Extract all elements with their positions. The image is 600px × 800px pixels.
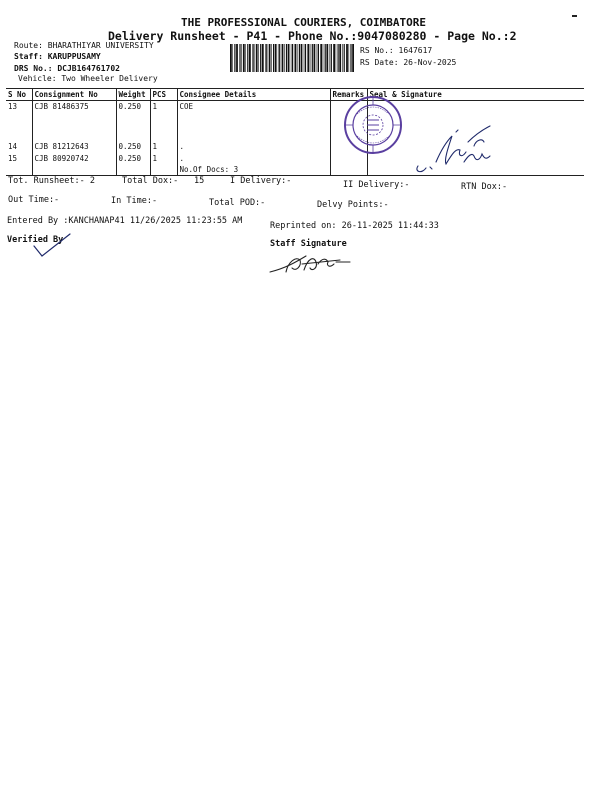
total-pod: Total POD:-	[209, 198, 266, 208]
col-header-remarks: Remarks	[330, 89, 367, 101]
cell-consignment: CJB 80920742	[32, 153, 116, 164]
company-title: THE PROFESSIONAL COURIERS, COIMBATORE	[181, 16, 427, 29]
staff-label: Staff: KARUPPUSAMY	[14, 52, 101, 61]
cell-weight: 0.250	[116, 101, 150, 141]
runsheet-table	[6, 88, 584, 176]
cell-pcs: 1	[150, 101, 177, 141]
receiver-signature	[412, 118, 496, 180]
col-header-sno: S No	[6, 89, 32, 101]
out-time: Out Time:-	[8, 195, 60, 205]
cell-pcs: 1	[150, 141, 177, 153]
i-delivery: I Delivery:-	[230, 176, 292, 186]
rs-date: RS Date: 26-Nov-2025	[360, 58, 457, 67]
total-dox-label: Total Dox:-	[122, 176, 179, 186]
table-row	[6, 101, 584, 141]
seal-stamp	[337, 92, 409, 156]
col-header-pcs: PCS	[150, 89, 177, 101]
in-time: In Time:-	[111, 196, 158, 206]
table-row	[6, 141, 584, 153]
table-row	[6, 153, 584, 164]
no-of-docs: No.Of Docs: 3	[177, 164, 330, 176]
col-header-seal: Seal & Signature	[367, 89, 584, 101]
drs-number: DRS No.: DCJB164761702	[14, 64, 120, 73]
cell-consignment: CJB 81212643	[32, 141, 116, 153]
cell-consignee: .	[177, 153, 330, 164]
table-docs-row	[6, 164, 584, 176]
runsheet-subtitle: Delivery Runsheet - P41 - Phone No.:9047080280 - Page No.:2	[108, 29, 517, 43]
cell-consignment: CJB 81486375	[32, 101, 116, 141]
route-label: Route: BHARATHIYAR UNIVERSITY	[14, 41, 154, 50]
vehicle-label: Vehicle: Two Wheeler Delivery	[18, 74, 158, 83]
cell-sno: 14	[6, 141, 32, 153]
tot-runsheet: Tot. Runsheet:- 2	[8, 176, 95, 186]
col-header-weight: Weight	[116, 89, 150, 101]
cell-sno: 15	[6, 153, 32, 164]
cell-consignee: .	[177, 141, 330, 153]
verified-by-label: Verified By	[7, 235, 64, 245]
staff-signature-label: Staff Signature	[270, 239, 347, 249]
col-header-consignee: Consignee Details	[177, 89, 330, 101]
verified-by-mark	[30, 232, 74, 260]
cell-consignee: COE	[177, 101, 330, 141]
rtn-dox: RTN Dox:-	[461, 182, 508, 192]
entered-by: Entered By :KANCHANAP41 11/26/2025 11:23:55 AM	[7, 216, 243, 226]
cell-pcs: 1	[150, 153, 177, 164]
ii-delivery: II Delivery:-	[343, 180, 410, 190]
cell-sno: 13	[6, 101, 32, 141]
reprinted-on: Reprinted on: 26-11-2025 11:44:33	[270, 221, 439, 231]
total-dox-value: 15	[194, 176, 205, 186]
drs-barcode	[230, 44, 354, 72]
rs-number: RS No.: 1647617	[360, 46, 433, 55]
cell-weight: 0.250	[116, 153, 150, 164]
table-header-row	[6, 89, 584, 101]
col-header-consignment: Consignment No	[32, 89, 116, 101]
staff-signature	[266, 250, 356, 278]
delvy-points: Delvy Points:-	[317, 200, 389, 210]
corner-mark	[572, 15, 577, 17]
cell-weight: 0.250	[116, 141, 150, 153]
